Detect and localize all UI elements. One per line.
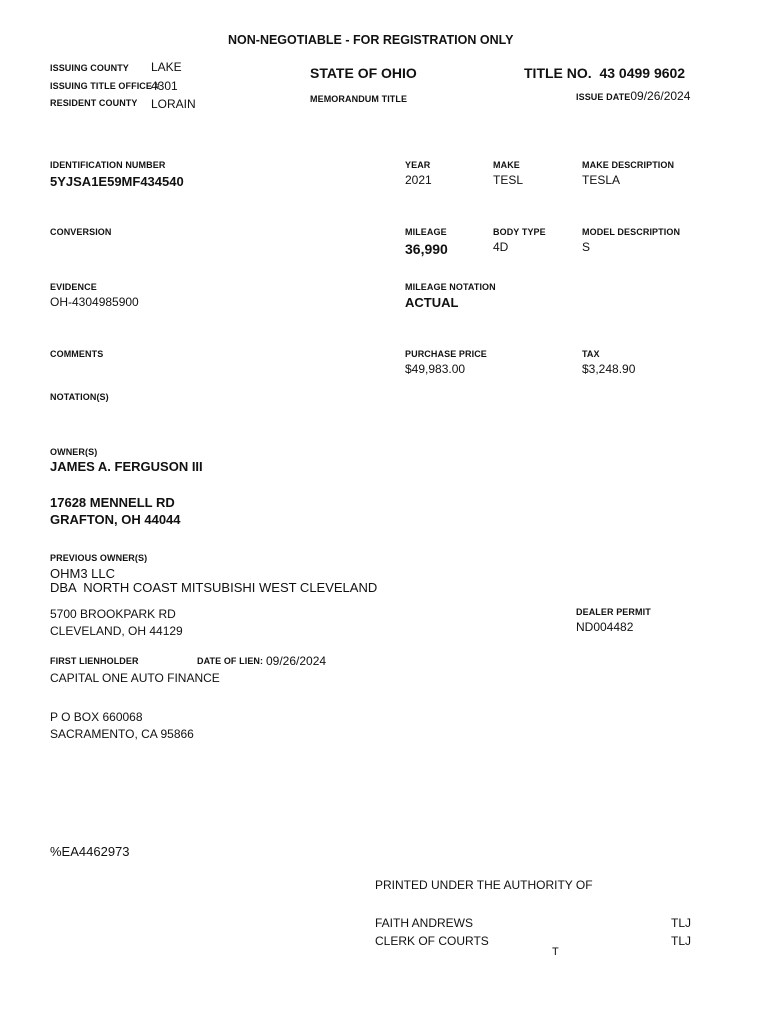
make-value: TESL xyxy=(493,173,524,187)
tax-label: TAX xyxy=(582,349,600,359)
memorandum-title: MEMORANDUM TITLE xyxy=(310,94,408,104)
resident-county-value: LORAIN xyxy=(151,97,196,111)
previous-owner-label: PREVIOUS OWNER(S) xyxy=(50,553,148,563)
previous-owner-address-line2: CLEVELAND, OH 44129 xyxy=(50,624,183,638)
issuing-office-label: ISSUING TITLE OFFICE # xyxy=(50,81,160,91)
notations-label: NOTATION(S) xyxy=(50,392,109,402)
tax-value: $3,248.90 xyxy=(582,362,636,376)
lienholder-address-line2: SACRAMENTO, CA 95866 xyxy=(50,727,194,741)
issue-date-value: 09/26/2024 xyxy=(630,89,691,103)
owner-label: OWNER(S) xyxy=(50,447,98,457)
model-description-value: S xyxy=(582,240,591,254)
make-description-value: TESLA xyxy=(582,173,621,187)
document-banner: NON-NEGOTIABLE - FOR REGISTRATION ONLY xyxy=(228,33,514,47)
state-title: STATE OF OHIO xyxy=(310,65,417,81)
mileage-label: MILEAGE xyxy=(405,227,447,237)
owner-address-line2: GRAFTON, OH 44044 xyxy=(50,512,181,527)
title-number xyxy=(524,65,685,81)
mileage-notation-value: ACTUAL xyxy=(405,295,459,310)
dealer-permit-label: DEALER PERMIT xyxy=(576,607,651,617)
clerk-title: CLERK OF COURTS xyxy=(375,934,489,948)
mileage-notation-label: MILEAGE NOTATION xyxy=(405,282,496,292)
issue-date xyxy=(576,87,690,105)
issuing-county-value: LAKE xyxy=(151,60,182,74)
document-code: %EA4462973 xyxy=(50,844,130,859)
model-description-label: MODEL DESCRIPTION xyxy=(582,227,681,237)
previous-owner-address-line1: 5700 BROOKPARK RD xyxy=(50,607,176,621)
previous-owner-dba: DBA NORTH COAST MITSUBISHI WEST CLEVELAND xyxy=(50,580,378,595)
make-description-label: MAKE DESCRIPTION xyxy=(582,160,675,170)
mileage-value: 36,990 xyxy=(405,241,448,257)
authority-line: PRINTED UNDER THE AUTHORITY OF xyxy=(375,878,593,892)
footer-mark: T xyxy=(552,946,559,958)
make-label: MAKE xyxy=(493,160,520,170)
date-of-lien-value: 09/26/2024 xyxy=(266,654,327,668)
title-number-value: 43 0499 9602 xyxy=(599,65,686,81)
first-lienholder-label: FIRST LIENHOLDER xyxy=(50,656,139,666)
vin-value: 5YJSA1E59MF434540 xyxy=(50,174,184,189)
clerk-name: FAITH ANDREWS xyxy=(375,916,474,930)
year-label: YEAR xyxy=(405,160,431,170)
body-type-value: 4D xyxy=(493,240,509,254)
year-value: 2021 xyxy=(405,173,432,187)
owner-name: JAMES A. FERGUSON III xyxy=(50,459,203,474)
issuing-office-value: 4301 xyxy=(151,79,178,93)
previous-owner-name: OHM3 LLC xyxy=(50,566,116,581)
issue-date-label: ISSUE DATE xyxy=(576,92,631,102)
purchase-price-label: PURCHASE PRICE xyxy=(405,349,487,359)
purchase-price-value: $49,983.00 xyxy=(405,362,466,376)
date-of-lien-label: DATE OF LIEN: xyxy=(197,656,264,666)
lienholder-address-line1: P O BOX 660068 xyxy=(50,710,143,724)
resident-county-label: RESIDENT COUNTY xyxy=(50,98,138,108)
vin-label: IDENTIFICATION NUMBER xyxy=(50,160,166,170)
comments-label: COMMENTS xyxy=(50,349,104,359)
title-number-label: TITLE NO. xyxy=(524,65,592,81)
clerk-initials-1: TLJ xyxy=(671,916,692,930)
owner-address-line1: 17628 MENNELL RD xyxy=(50,495,175,510)
evidence-label: EVIDENCE xyxy=(50,282,97,292)
dealer-permit-value: ND004482 xyxy=(576,620,634,634)
issuing-county-label: ISSUING COUNTY xyxy=(50,63,129,73)
body-type-label: BODY TYPE xyxy=(493,227,546,237)
lienholder-name: CAPITAL ONE AUTO FINANCE xyxy=(50,671,220,685)
clerk-initials-2: TLJ xyxy=(671,934,692,948)
conversion-label: CONVERSION xyxy=(50,227,112,237)
evidence-value: OH-4304985900 xyxy=(50,295,139,309)
